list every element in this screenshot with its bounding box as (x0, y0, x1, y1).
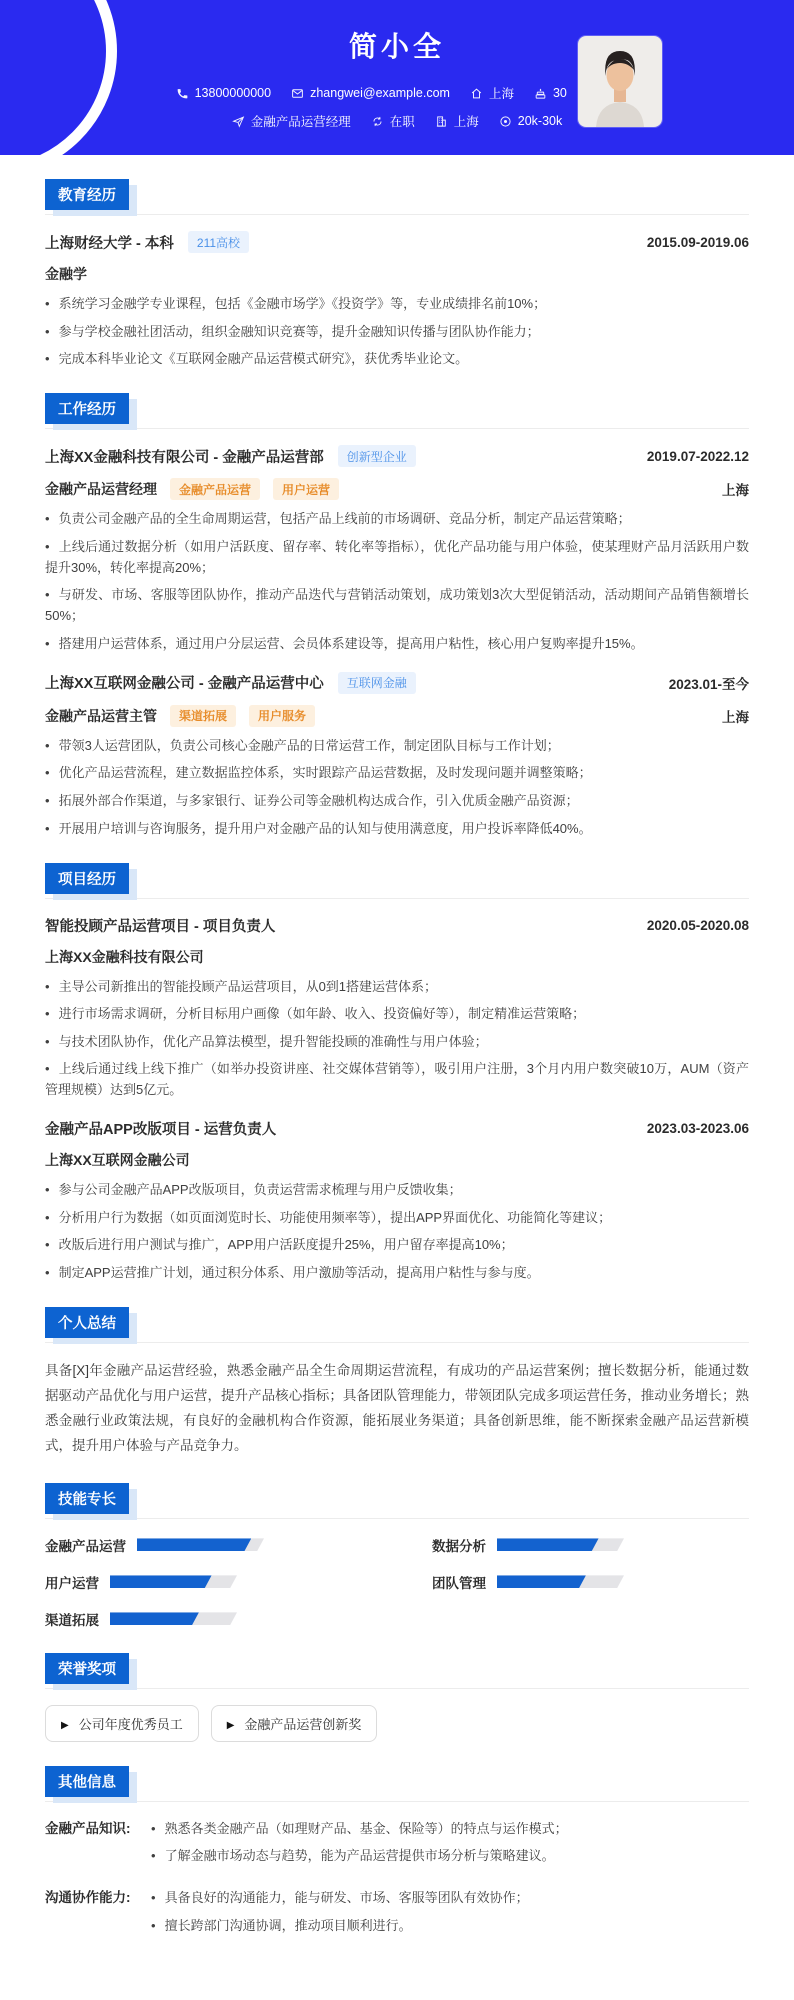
job2-bullets (45, 735, 749, 839)
bullet-item (45, 348, 749, 369)
section-work-title: 工作经历 (45, 393, 129, 424)
bullet-text: 带领3人运营团队，负责公司核心金融产品的日常运营工作，制定团队目标与工作计划； (58, 737, 560, 753)
section-summary (45, 1307, 749, 1459)
contact-salary-text: 20k-30k (517, 114, 563, 128)
job2-location: 上海 (722, 709, 749, 725)
skill-bar (137, 1538, 264, 1551)
home-icon (470, 87, 483, 100)
bullet-item (151, 1887, 749, 1908)
job2-role: 金融产品运营主管 (45, 707, 157, 724)
bullet-item (45, 321, 749, 342)
bullet-text: 上线后通过线上线下推广（如举办投资讲座、社交媒体营销等），吸引用户注册，3个月内用户数突破10万，AUM（资产管理规模）达到5亿元。 (45, 1061, 749, 1098)
other-group1-bullets (151, 1818, 749, 1873)
resume-header (0, 0, 794, 155)
job1-company: 上海XX金融科技有限公司 - 金融产品运营部 (45, 449, 324, 466)
bullet-text: 开展用户培训与咨询服务，提升用户对金融产品的认知与使用满意度，用户投诉率降低40%。 (58, 820, 592, 836)
section-other-header (45, 1766, 749, 1802)
section-other (45, 1766, 749, 1942)
resume-body (0, 155, 794, 2000)
job-entry-1 (45, 445, 749, 654)
section-education (45, 179, 749, 369)
project2-bullets (45, 1179, 749, 1283)
skill-bar (110, 1575, 237, 1588)
job1-location: 上海 (722, 483, 749, 499)
job2-tag-1: 渠道拓展 (170, 705, 236, 727)
bullet-text: 熟悉各类金融产品（如理财产品、基金、保险等）的特点与运作模式； (164, 1820, 568, 1836)
skill-bar (497, 1575, 624, 1588)
bullet-text: 搭建用户运营体系，通过用户分层运营、会员体系建设等，提高用户粘性，核心用户复购率提升15%。 (58, 635, 644, 651)
section-honors-header (45, 1653, 749, 1689)
section-projects-title: 项目经历 (45, 863, 129, 894)
job2-date: 2023.01-至今 (668, 676, 749, 692)
salary-icon (499, 115, 512, 128)
section-work (45, 393, 749, 838)
bullet-item (151, 1845, 749, 1866)
project2-date: 2023.03-2023.06 (646, 1121, 749, 1137)
bullet-item (45, 1207, 749, 1228)
job1-role-row (45, 478, 749, 500)
bullet-item (45, 762, 749, 783)
contact-row-1 (0, 84, 794, 102)
school-name: 上海财经大学 - 本科 (45, 235, 174, 252)
skill-item (432, 1535, 749, 1555)
bullet-item (45, 1262, 749, 1283)
skill-bar-fill (110, 1612, 199, 1625)
bullet-text: 具备良好的沟通能力，能与研发、市场、客服等团队有效协作； (164, 1890, 529, 1905)
skill-label: 团队管理 (432, 1575, 486, 1591)
bullet-text: 优化产品运营流程，建立数据监控体系，实时跟踪产品运营数据，及时发现问题并调整策略； (58, 765, 592, 781)
skill-bar (110, 1612, 237, 1625)
play-icon (227, 1716, 235, 1731)
bullet-item (45, 633, 749, 654)
section-skills-title: 技能专长 (45, 1483, 129, 1514)
other-group-1 (45, 1818, 749, 1873)
bullet-text: 改版后进行用户测试与推广，APP用户活跃度提升25%，用户留存率提高10%； (58, 1237, 514, 1253)
contact-job-intention (232, 112, 351, 130)
bullet-item (45, 1179, 749, 1200)
bullet-item (45, 584, 749, 626)
decorative-circle (0, 0, 117, 155)
education-bullets (45, 293, 749, 369)
bullet-text: 与研发、市场、客服等团队协作，推动产品迭代与营销活动策划，成功策划3次大型促销活动，活动期间产品销售额增长50%； (45, 587, 749, 624)
contact-residence-text: 上海 (488, 87, 514, 101)
bullet-item (45, 1234, 749, 1255)
job1-company-badge: 创新型企业 (338, 445, 416, 467)
job1-tag-2: 用户运营 (273, 478, 339, 500)
section-education-title: 教育经历 (45, 179, 129, 210)
project-entry-1 (45, 915, 749, 1101)
bullet-item (151, 1915, 749, 1936)
contact-status-text: 在职 (389, 115, 415, 129)
contact-phone-text: 13800000000 (194, 86, 272, 100)
contact-job-intention-text: 金融产品运营经理 (250, 115, 351, 129)
bullet-text: 完成本科毕业论文《互联网金融产品运营模式研究》，获优秀毕业论文。 (58, 351, 469, 367)
status-icon (371, 115, 384, 128)
profile-photo (578, 36, 662, 127)
section-summary-title: 个人总结 (45, 1307, 129, 1338)
skill-bar-fill (110, 1575, 212, 1588)
honor-label: 公司年度优秀员工 (78, 1716, 183, 1732)
bullet-item (45, 735, 749, 756)
contact-age-text: 30 (552, 86, 567, 100)
bullet-text: 与技术团队协作，优化产品算法模型，提升智能投顾的准确性与用户体验； (58, 1033, 488, 1049)
phone-icon (176, 87, 189, 100)
skills-grid (45, 1535, 749, 1629)
bullet-text: 上线后通过数据分析（如用户活跃度、留存率、转化率等指标），优化产品功能与用户体验，使某理财产品月活跃用户数提升30%，转化率提高20%； (45, 538, 749, 575)
project1-name: 智能投顾产品运营项目 - 项目负责人 (45, 918, 276, 935)
project-entry-2 (45, 1118, 749, 1283)
skill-bar-fill (137, 1538, 251, 1551)
bullet-text: 拓展外部合作渠道，与多家银行、证券公司等金融机构达成合作，引入优质金融产品资源； (58, 793, 579, 809)
education-entry-head (45, 231, 749, 253)
city-icon (435, 115, 448, 128)
honor-chip (45, 1705, 199, 1742)
contact-salary (499, 114, 562, 128)
section-projects (45, 863, 749, 1283)
bullet-item (45, 818, 749, 839)
job1-head (45, 445, 749, 467)
section-other-title: 其他信息 (45, 1766, 129, 1797)
contact-email-text: zhangwei@example.com (310, 86, 450, 100)
bullet-item (45, 508, 749, 529)
section-work-header (45, 393, 749, 429)
job2-role-row (45, 705, 749, 727)
job1-tag-1: 金融产品运营 (170, 478, 260, 500)
project1-org: 上海XX金融科技有限公司 (45, 948, 204, 965)
contact-age (534, 86, 567, 100)
bullet-item (45, 790, 749, 811)
job1-bullets (45, 508, 749, 654)
bullet-text: 分析用户行为数据（如页面浏览时长、功能使用频率等），提出APP界面优化、功能简化等建议； (58, 1209, 612, 1225)
skill-bar (497, 1538, 624, 1551)
section-education-header (45, 179, 749, 215)
project1-bullets (45, 976, 749, 1101)
bullet-text: 制定APP运营推广计划，通过积分体系、用户激励等活动，提高用户粘性与参与度。 (58, 1264, 540, 1280)
skill-label: 渠道拓展 (45, 1612, 99, 1628)
project1-date: 2020.05-2020.08 (646, 917, 749, 933)
project2-org: 上海XX互联网金融公司 (45, 1152, 190, 1169)
bullet-text: 参与公司金融产品APP改版项目，负责运营需求梳理与用户反馈收集； (58, 1182, 462, 1198)
education-date: 2015.09-2019.06 (646, 234, 749, 250)
other-group2-label: 沟通协作能力: (45, 1890, 131, 1905)
section-projects-header (45, 863, 749, 899)
bullet-text: 系统学习金融学专业课程，包括《金融市场学》《投资学》等，专业成绩排名前10%； (58, 296, 547, 311)
project2-head (45, 1118, 749, 1139)
age-icon (534, 87, 547, 100)
skill-label: 数据分析 (432, 1538, 486, 1554)
job-intention-icon (232, 115, 245, 128)
contact-row-2 (0, 112, 794, 130)
contact-city (435, 112, 479, 130)
bullet-text: 进行市场需求调研，分析目标用户画像（如年龄、收入、投资偏好等），制定精准运营策略； (58, 1006, 586, 1022)
skill-item (45, 1535, 362, 1555)
job2-tag-2: 用户服务 (249, 705, 315, 727)
bullet-item (45, 976, 749, 997)
bullet-item (45, 536, 749, 578)
section-summary-header (45, 1307, 749, 1343)
bullet-item (45, 1058, 749, 1100)
contact-phone (176, 86, 271, 100)
bullet-text: 了解金融市场动态与趋势，能为产品运营提供市场分析与策略建议。 (164, 1848, 555, 1864)
skill-item (45, 1572, 362, 1592)
honors-list (45, 1705, 749, 1742)
other-group2-bullets (151, 1887, 749, 1942)
bullet-text: 主导公司新推出的智能投顾产品运营项目，从0到1搭建运营体系； (58, 978, 438, 994)
bullet-item (45, 1031, 749, 1052)
play-icon (61, 1716, 69, 1731)
job1-date: 2019.07-2022.12 (646, 448, 749, 464)
section-honors (45, 1653, 749, 1742)
bullet-text: 参与学校金融社团活动，组织金融知识竞赛等，提升金融知识传播与团队协作能力； (58, 323, 540, 339)
bullet-text: 负责公司金融产品的全生命周期运营，包括产品上线前的市场调研、竞品分析，制定产品运营策略； (58, 511, 631, 527)
section-skills-header (45, 1483, 749, 1519)
bullet-item (45, 293, 749, 314)
job2-company-badge: 互联网金融 (338, 672, 416, 694)
bullet-text: 擅长跨部门沟通协调，推动项目顺利进行。 (164, 1917, 412, 1933)
summary-text: 具备[X]年金融产品运营经验，熟悉金融产品全生命周期运营流程，有成功的产品运营案例；擅长数据分析，能通过数据驱动产品优化与用户运营，提升产品核心指标；具备团队管理能力，带领团队完成多项运营任务，推动业务增长；熟悉金融行业政策法规，有良好的金融机构合作资源，能拓展业务渠道；具备创新思维，能不断探索金融产品运营新模式，提升用户体验与产品竞争力。 (45, 1363, 749, 1453)
skill-item (45, 1609, 362, 1629)
job2-head (45, 672, 749, 694)
section-honors-title: 荣誉奖项 (45, 1653, 129, 1684)
skill-label: 金融产品运营 (45, 1538, 126, 1554)
project2-name: 金融产品APP改版项目 - 运营负责人 (45, 1122, 277, 1139)
skill-item (432, 1572, 749, 1592)
skill-label: 用户运营 (45, 1575, 99, 1591)
contact-status (371, 112, 415, 130)
contact-residence (470, 84, 514, 102)
job2-company: 上海XX互联网金融公司 - 金融产品运营中心 (45, 676, 324, 693)
contact-email (291, 86, 450, 100)
project1-head (45, 915, 749, 936)
school-badge: 211高校 (188, 231, 249, 253)
other-group1-label: 金融产品知识: (45, 1820, 131, 1836)
section-skills (45, 1483, 749, 1629)
contact-city-text: 上海 (453, 115, 479, 129)
bullet-item (45, 1003, 749, 1024)
mail-icon (291, 87, 304, 100)
other-group-2 (45, 1887, 749, 1942)
skill-bar-fill (497, 1575, 586, 1588)
job-entry-2 (45, 672, 749, 839)
skill-bar-fill (497, 1538, 599, 1551)
education-major: 金融学 (45, 266, 87, 282)
bullet-item (151, 1818, 749, 1839)
candidate-name: 简小全 (348, 31, 445, 62)
honor-chip (211, 1705, 378, 1742)
job1-role: 金融产品运营经理 (45, 481, 157, 498)
honor-label: 金融产品运营创新奖 (244, 1716, 362, 1732)
